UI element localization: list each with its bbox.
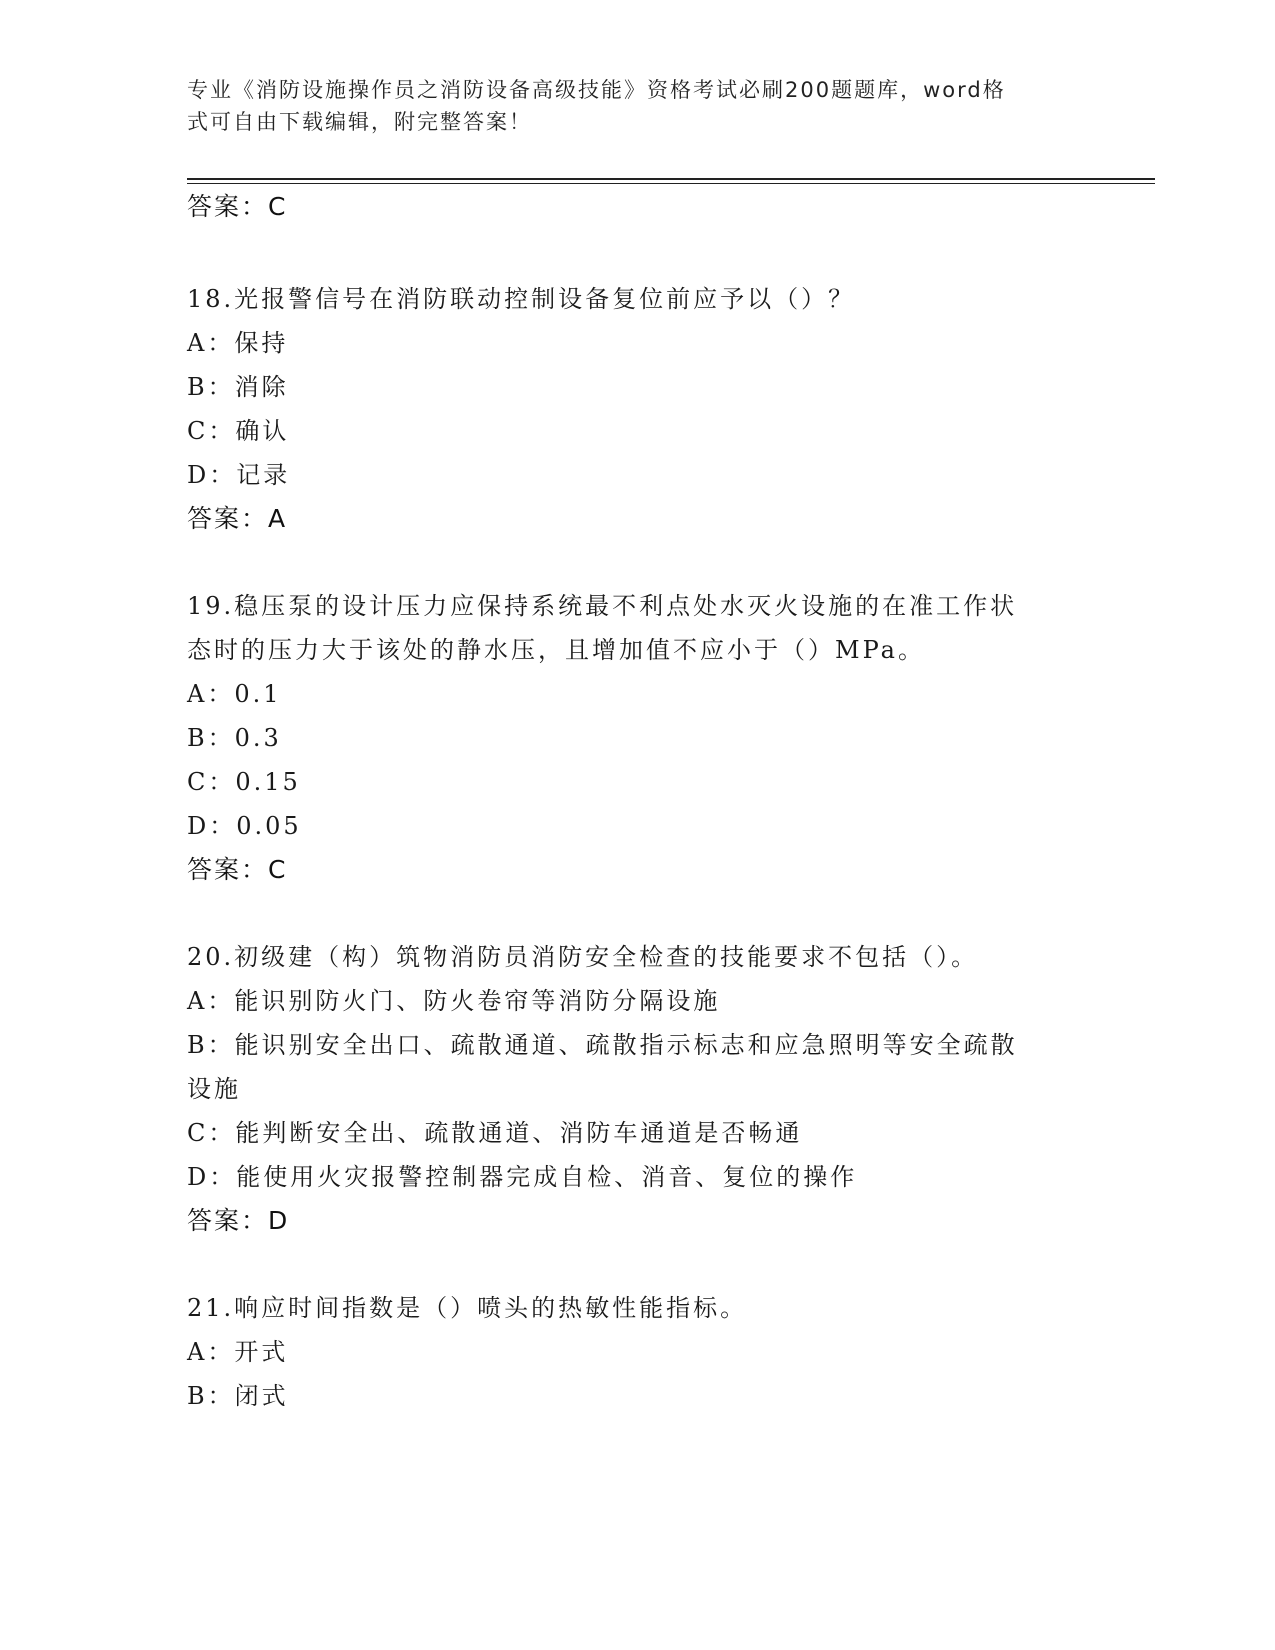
document-header	[187, 74, 1067, 138]
question-19-stem-line-1: 19.稳压泵的设计压力应保持系统最不利点处水灭火设施的在准工作状	[187, 592, 1018, 620]
question-20-option-a: A：能识别防火门、防火卷帘等消防分隔设施	[187, 987, 721, 1015]
question-21-option-b: B：闭式	[187, 1382, 289, 1410]
header-line-1: 专业《消防设施操作员之消防设备高级技能》资格考试必刷200题题库，word格	[187, 78, 1006, 102]
question-21-stem: 21.响应时间指数是（）喷头的热敏性能指标。	[187, 1294, 748, 1322]
question-18-option-a: A：保持	[187, 329, 289, 357]
question-19-option-a: A：0.1	[187, 680, 282, 708]
previous-answer: 答案：C	[187, 192, 288, 221]
header-line-2: 式可自由下载编辑，附完整答案！	[187, 110, 532, 134]
question-20-option-b: B：能识别安全出口、疏散通道、疏散指示标志和应急照明等安全疏散	[187, 1031, 1018, 1059]
question-19-option-c: C：0.15	[187, 768, 301, 796]
question-19-option-b: B：0.3	[187, 724, 282, 752]
question-20-option-c: C：能判断安全出、疏散通道、消防车通道是否畅通	[187, 1119, 803, 1147]
question-20-option-d: D：能使用火灾报警控制器完成自检、消音、复位的操作	[187, 1163, 858, 1191]
question-20-answer: 答案：D	[187, 1206, 290, 1235]
question-19-option-d: D：0.05	[187, 812, 302, 840]
header-divider-thin	[187, 183, 1155, 184]
question-21-option-a: A：开式	[187, 1338, 289, 1366]
question-20-stem: 20.初级建（构）筑物消防员消防安全检查的技能要求不包括（）。	[187, 943, 979, 971]
question-18-option-b: B：消除	[187, 373, 289, 401]
question-18-stem: 18.光报警信号在消防联动控制设备复位前应予以（）？	[187, 285, 856, 313]
question-18-answer: 答案：A	[187, 504, 288, 533]
header-divider-thick	[187, 178, 1155, 180]
question-19-stem-line-2: 态时的压力大于该处的静水压，且增加值不应小于（）MPa。	[187, 636, 925, 664]
question-19-answer: 答案：C	[187, 855, 288, 884]
question-18-option-d: D：记录	[187, 461, 291, 489]
question-18-option-c: C：确认	[187, 417, 290, 445]
question-20-option-b-continued: 设施	[187, 1075, 241, 1103]
